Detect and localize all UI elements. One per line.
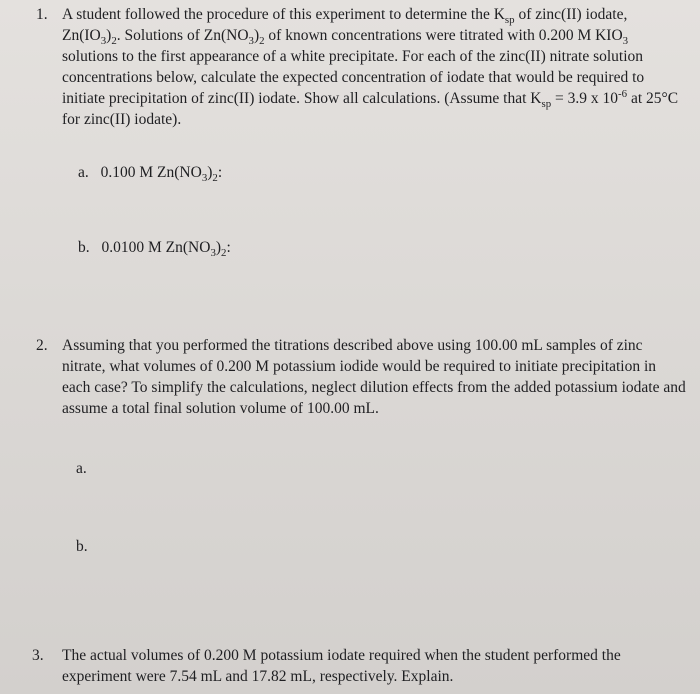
q1-line-3: solutions to the first appearance of a white precipitate. For each of the zinc(II) nitrate solution (62, 48, 644, 65)
ksp-subscript: sp (504, 14, 515, 27)
q1-line-6: for zinc(II) iodate). (62, 111, 182, 128)
q1-line-5b: = 3.9 x 10 (551, 90, 619, 107)
q1-line-5c: at 25°C (627, 90, 679, 107)
q1-line-2b: . Solutions of Zn(NO (116, 27, 249, 44)
q1-line-1a: A student followed the procedure of this experiment to determine the K (62, 6, 505, 23)
q2-part-a (76, 460, 87, 478)
q1-part-a-label: a. (78, 164, 89, 181)
q1-part-b-text: 0.0100 M Zn(NO (101, 239, 211, 256)
q2-line-1: Assuming that you performed the titrations described above using 100.00 mL samples of zinc (62, 337, 643, 354)
question-1-number: 1. (36, 6, 48, 23)
q1-part-b-label: b. (78, 239, 90, 256)
q3-line-1: The actual volumes of 0.200 M potassium iodate required when the student performed the (62, 647, 621, 664)
q2-line-4: assume a total final solution volume of 100.00 mL. (62, 400, 379, 417)
q1-part-a: a. 0.100 M $Zn(NO_3)_2$: (78, 164, 223, 185)
q2-line-3: each case? To simplify the calculations, neglect dilution effects from the added potassium iodate and (62, 379, 686, 396)
q2-part-b-label: b. (76, 538, 88, 555)
ksp-exponent: -6 (618, 87, 628, 100)
q1-line-1b: of zinc(II) iodate, (514, 6, 628, 23)
q1-line-2a: Zn(IO (62, 27, 101, 44)
q2-part-a-label: a. (76, 460, 87, 477)
q1-line-4: concentrations below, calculate the expected concentration of iodate that would be required to (62, 69, 645, 86)
q3-line-2: experiment were 7.54 mL and 17.82 mL, respectively. Explain. (62, 668, 454, 685)
q1-line-2c: of known concentrations were titrated with 0.200 M KIO (264, 27, 623, 44)
q1-line-5a: initiate precipitation of zinc(II) iodate. Show all calculations. (Assume that K (62, 90, 542, 107)
q1-part-b: b. 0.0100 M $Zn(NO_3)_2$: (78, 239, 231, 260)
q2-line-2: nitrate, what volumes of 0.200 M potassium iodide would be required to initiate precipitation in (62, 358, 657, 375)
question-2-number: 2. (36, 337, 48, 354)
question-3-number: 3. (32, 647, 44, 664)
q1-part-a-text: 0.100 M Zn(NO (100, 164, 202, 181)
q2-part-b (76, 538, 88, 556)
worksheet-page: 1. A student followed the procedure of this experiment to determine the $K_{sp}$ of zinc(II) iodate, $Zn(IO_3)_2$. Solutions of $Zn(NO_3)_2$ of known concentrations were titrated with 0.200 M $KIO_3$ solutions to the first appearance of a white precipitate. For each of the zinc(II) nitrate solution concentrations below, calculate the expected concentration of iodate that would be required to initiate precipitation of zinc(II) iodate. Show all calculations. (Assume that $K_{sp} = 3.9$ x $10^{-6}$ at 25°C for zinc(II) iodate). a. 0.100 M $Zn(NO_3)_2$: b. 0.0100 M $Zn(NO_3)_2$: 2. Assuming that you performed the titrations described above using 100.00 mL samples of zinc nitrate, what volumes of 0.200 M potassium iodide would be required to initiate precipitation in each case? To simplify the calculations, neglect dilution effects from the added potassium iodate and assume a total final solution volume of 100.00 mL. a. b. 3. The actual volumes of 0.200 M potassium iodate required when the student performed the experiment were 7.54 mL and 17.82 mL, respectively. Explain. (32, 6, 686, 685)
